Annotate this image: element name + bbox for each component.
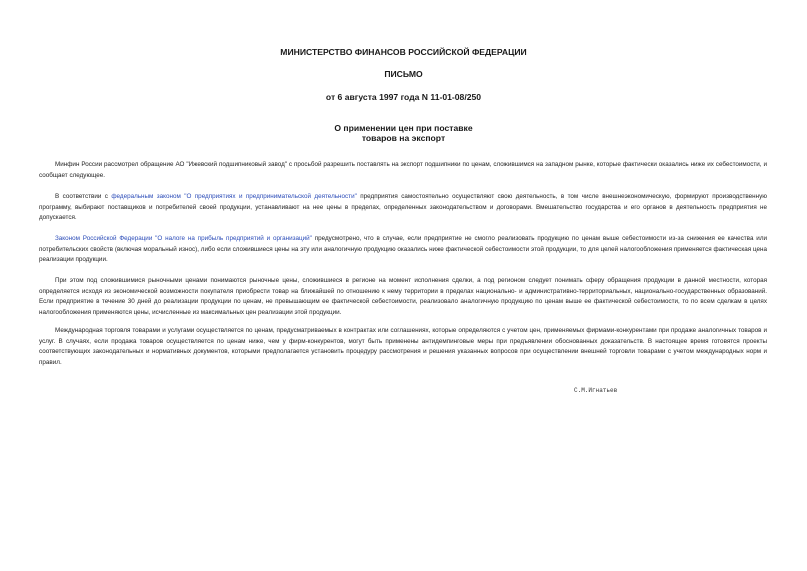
document-title-line-1: О применении цен при поставке	[334, 123, 473, 133]
body-paragraph-1: Минфин России рассмотрел обращение АО "Ижевский подшипниковый завод" с просьбой разрешить поставлять на экспорт подшипники по ценам, сложившимся на западном рынке, которые фактически оказались ниже их себестоимости, и сообщает следующее.	[39, 161, 767, 179]
paragraph-2-rest-text: предприятия самостоятельно осуществляют свою деятельность, в том числе внешнеэкономическую, формируют производственную программу, выбирают поставщиков и потребителей своей продукции, устанавливают на нее цены в пределах, определенных законодательством и договорами. Вмешательство государства и его органов в деятельность предприятия не допускается.	[39, 193, 767, 222]
body-paragraph-3	[39, 234, 767, 266]
law-on-enterprises-link[interactable]: федеральным законом "О предприятиях и предпринимательской деятельности"	[111, 193, 357, 200]
ministry-heading: МИНИСТЕРСТВО ФИНАНСОВ РОССИЙСКОЙ ФЕДЕРАЦИИ	[280, 47, 527, 57]
paragraph-2-intro-text: В соответствии с	[55, 193, 112, 200]
body-paragraph-4: При этом под сложившимися рыночными ценами понимаются рыночные цены, сложившиеся в регионе на момент исполнения сделки, а под регионом следует понимать сферу обращения продукции в данной местности, которая определяется исходя из экономической возможности покупателя приобрести товар на ближайшей по отношению к нему территории в пределах национально- и административно-территориальных, национально-государственных образований. Если предприятие в течение 30 дней до реализации продукции по ценам, не превышающим ее фактической себестоимости, реализовало аналогичную продукцию по ценам выше ее фактической себестоимости, то по всем сделкам в целях налогообложения применяются цены, исчисленные из максимальных цен реализации этой продукции.	[39, 277, 767, 316]
law-on-profit-tax-link[interactable]: Законом Российской Федерации "О налоге на прибыль предприятий и организаций"	[55, 235, 312, 242]
document-date-number: от 6 августа 1997 года N 11-01-08/250	[325, 92, 482, 102]
document-type-heading: ПИСЬМО	[384, 69, 423, 79]
body-paragraph-2	[39, 192, 767, 224]
paragraph-3-rest-text: предусмотрено, что в случае, если предприятие не смогло реализовать продукцию по ценам выше себестоимости из-за снижения ее качества или потребительских свойств (включая моральный износ), либо если сложившиеся цены на эту или аналогичную продукцию оказались ниже фактической себестоимости этой продукции, то для целей налогообложения применяется фактическая цена реализации продукции.	[39, 235, 768, 264]
signature: С.М.Игнатьев	[574, 387, 618, 394]
body-paragraph-5: Международная торговля товарами и услугами осуществляется по ценам, предусматриваемых в контрактах или соглашениях, которые определяются с учетом цен, применяемых фирмами-конкурентами при продаже аналогичных товаров и услуг. В случаях, если продажа товаров осуществляется по ценам ниже, чем у фирм-конкурентов, могут быть применены антидемпинговые меры при предъявлении обоснованных доказательств. В настоящее время готовятся проекты соответствующих законодательных и нормативных документов, которыми предполагается установить процедуру рассмотрения и решения указанных вопросов при осуществлении внешней торговли товарами с учетом международных норм и правил.	[39, 327, 767, 366]
document-title-line-2: товаров на экспорт	[361, 133, 446, 143]
